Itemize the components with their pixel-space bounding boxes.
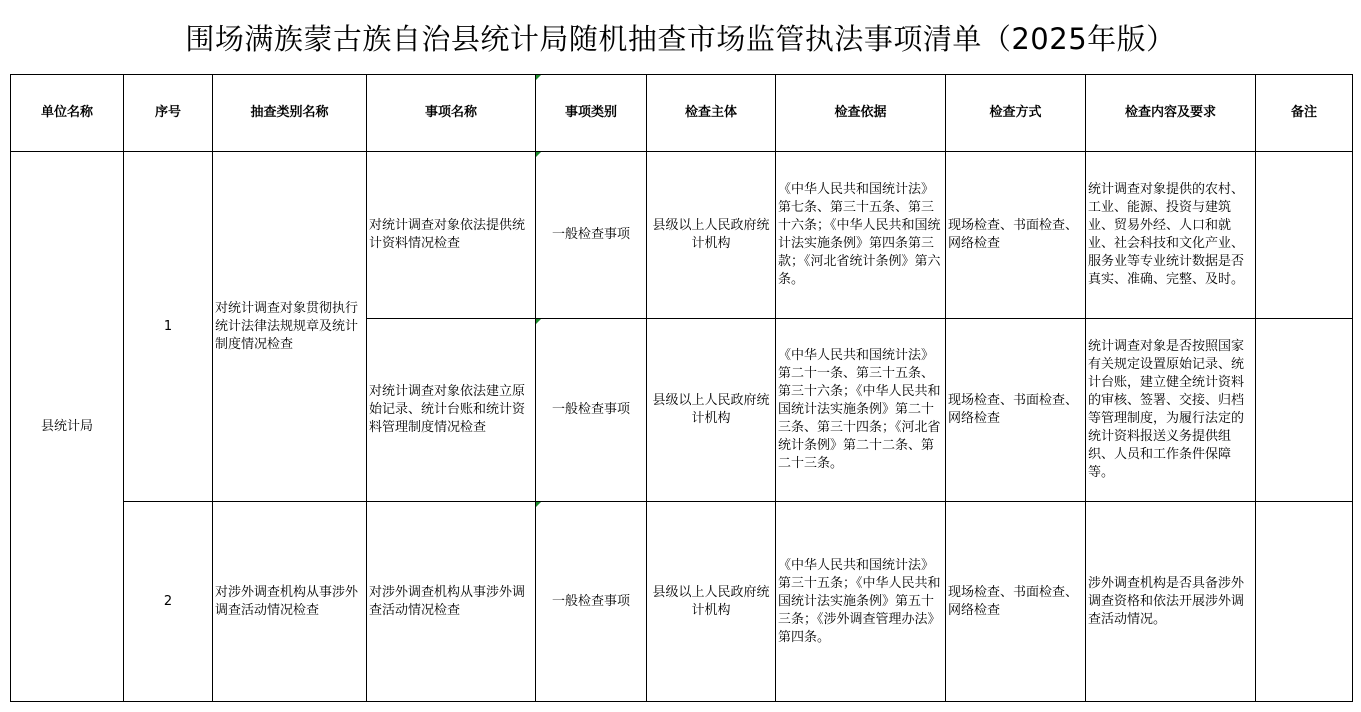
cell-subject[interactable]: 县级以上人民政府统计机构 (647, 502, 776, 702)
cell-basis[interactable]: 《中华人民共和国统计法》第七条、第三十五条、第三十六条；《中华人民共和国统计法实施条例》第四条第三款；《河北省统计条例》第六条。 (776, 152, 946, 319)
cell-item-type[interactable]: 一般检查事项 (536, 152, 647, 319)
cell-item-type[interactable]: 一般检查事项 (536, 502, 647, 702)
cell-subject[interactable]: 县级以上人民政府统计机构 (647, 152, 776, 319)
cell-item-name[interactable]: 对统计调查对象依法提供统计资料情况检查 (367, 152, 536, 319)
table-row (11, 152, 1353, 319)
header-unit[interactable]: 单位名称 (11, 75, 124, 152)
cell-remark[interactable] (1256, 319, 1353, 502)
inspection-table (10, 74, 1353, 702)
cell-basis[interactable]: 《中华人民共和国统计法》第二十一条、第三十五条、第三十六条；《中华人民共和国统计法实施条例》第二十三条、第三十四条；《河北省统计条例》第二十二条、第二十三条。 (776, 319, 946, 502)
header-item-type[interactable]: 事项类别 (536, 75, 647, 152)
cell-method[interactable]: 现场检查、书面检查、网络检查 (946, 152, 1086, 319)
header-category[interactable]: 抽查类别名称 (213, 75, 367, 152)
header-remark[interactable]: 备注 (1256, 75, 1353, 152)
cell-remark[interactable] (1256, 502, 1353, 702)
header-item-name[interactable]: 事项名称 (367, 75, 536, 152)
cell-item-type[interactable]: 一般检查事项 (536, 319, 647, 502)
header-method[interactable]: 检查方式 (946, 75, 1086, 152)
header-row (11, 75, 1353, 152)
cell-content[interactable]: 统计调查对象是否按照国家有关规定设置原始记录、统计台账，建立健全统计资料的审核、签署、交接、归档等管理制度，为履行法定的统计资料报送义务提供组织、人员和工作条件保障等。 (1086, 319, 1256, 502)
cell-content[interactable]: 涉外调查机构是否具备涉外调查资格和依法开展涉外调查活动情况。 (1086, 502, 1256, 702)
header-subject[interactable]: 检查主体 (647, 75, 776, 152)
cell-basis[interactable]: 《中华人民共和国统计法》第三十五条；《中华人民共和国统计法实施条例》第五十三条；《涉外调查管理办法》第四条。 (776, 502, 946, 702)
table-row (11, 502, 1353, 702)
cell-item-name[interactable]: 对统计调查对象依法建立原始记录、统计台账和统计资料管理制度情况检查 (367, 319, 536, 502)
header-seq[interactable]: 序号 (124, 75, 213, 152)
cell-seq[interactable]: 2 (124, 502, 213, 702)
cell-category[interactable]: 对涉外调查机构从事涉外调查活动情况检查 (213, 502, 367, 702)
cell-content[interactable]: 统计调查对象提供的农村、工业、能源、投资与建筑业、贸易外经、人口和就业、社会科技和文化产业、服务业等专业统计数据是否真实、准确、完整、及时。 (1086, 152, 1256, 319)
header-basis[interactable]: 检查依据 (776, 75, 946, 152)
cell-subject[interactable]: 县级以上人民政府统计机构 (647, 319, 776, 502)
cell-unit[interactable]: 县统计局 (11, 152, 124, 702)
cell-method[interactable]: 现场检查、书面检查、网络检查 (946, 319, 1086, 502)
cell-seq[interactable]: 1 (124, 152, 213, 502)
sheet-title: 围场满族蒙古族自治县统计局随机抽查市场监管执法事项清单（2025年版） (185, 21, 1176, 56)
cell-item-name[interactable]: 对涉外调查机构从事涉外调查活动情况检查 (367, 502, 536, 702)
header-content[interactable]: 检查内容及要求 (1086, 75, 1256, 152)
cell-method[interactable]: 现场检查、书面检查、网络检查 (946, 502, 1086, 702)
cell-category[interactable]: 对统计调查对象贯彻执行统计法律法规规章及统计制度情况检查 (213, 152, 367, 502)
cell-remark[interactable] (1256, 152, 1353, 319)
